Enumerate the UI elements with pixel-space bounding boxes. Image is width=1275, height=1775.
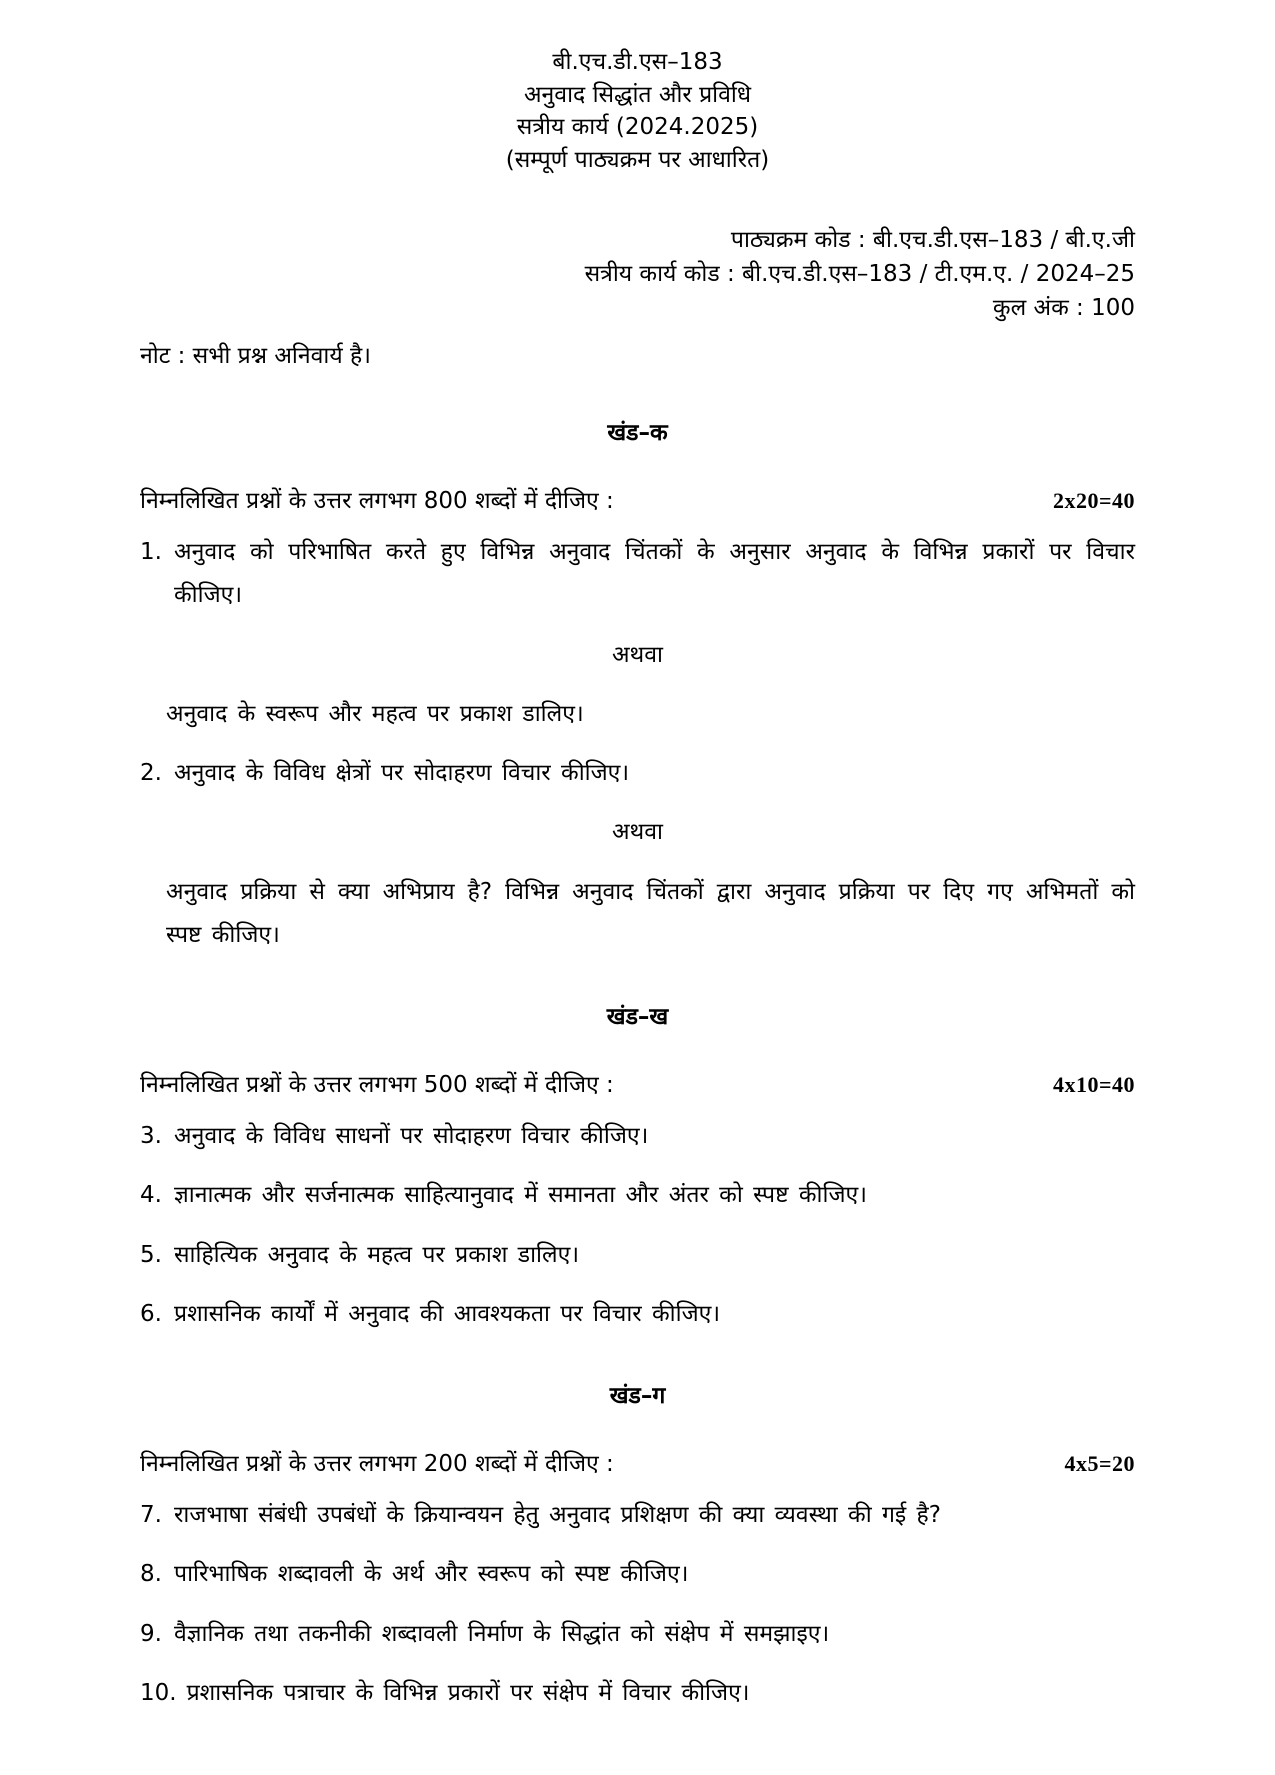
question-item	[140, 1115, 1135, 1158]
question-text: पारिभाषिक शब्दावली के अर्थ और स्वरूप को स्पष्ट कीजिए।	[174, 1561, 689, 1588]
section-marks: 2x20=40	[1052, 488, 1135, 514]
note-line: नोट : सभी प्रश्न अनिवार्य है।	[140, 342, 371, 369]
question-list	[140, 1115, 1135, 1336]
section-instruction: निम्नलिखित प्रश्नों के उत्तर लगभग 500 शब्दों में दीजिए :	[140, 1072, 614, 1099]
instruction-row	[140, 483, 1135, 515]
question-text: राजभाषा संबंधी उपबंधों के क्रियान्वयन हेतु अनुवाद प्रशिक्षण की क्या व्यवस्था की गई है?	[174, 1502, 941, 1529]
question-item	[140, 531, 1135, 617]
assignment-session-title: सत्रीय कार्य (2024.2025)	[516, 114, 759, 141]
section	[140, 999, 1135, 1336]
question-list	[140, 531, 1135, 957]
question-item	[140, 1613, 1135, 1656]
instruction-row	[140, 1446, 1135, 1478]
doc-header	[140, 46, 1135, 177]
coverage-note: (सम्पूर्ण पाठ्यक्रम पर आधारित)	[505, 146, 770, 173]
or-separator: अथवा	[611, 819, 663, 846]
question-item	[140, 1494, 1135, 1537]
instruction-row	[140, 1067, 1135, 1099]
question-item	[140, 752, 1135, 795]
question-number: 3.	[140, 1123, 162, 1150]
question-item	[140, 1293, 1135, 1336]
section	[140, 415, 1135, 957]
question-number: 2.	[140, 760, 162, 787]
question-number: 10.	[140, 1679, 177, 1706]
sections-container	[140, 415, 1135, 1715]
alt-question-text: अनुवाद के स्वरूप और महत्व पर प्रकाश डालिए।	[166, 700, 584, 727]
question-number: 4.	[140, 1182, 162, 1209]
question-number: 6.	[140, 1300, 162, 1327]
question-text: अनुवाद के विविध क्षेत्रों पर सोदाहरण विचार कीजिए।	[174, 760, 630, 787]
section	[140, 1378, 1135, 1715]
question-text: अनुवाद के विविध साधनों पर सोदाहरण विचार कीजिए।	[174, 1123, 649, 1150]
total-marks-line: कुल अंक : 100	[992, 294, 1135, 321]
question-number: 8.	[140, 1561, 162, 1588]
section-marks: 4x10=40	[1052, 1072, 1135, 1098]
question-number: 9.	[140, 1620, 162, 1647]
question-text: साहित्यिक अनुवाद के महत्व पर प्रकाश डालिए।	[174, 1241, 580, 1268]
question-number: 7.	[140, 1502, 162, 1529]
section-marks: 4x5=20	[1064, 1451, 1135, 1477]
question-text: ज्ञानात्मक और सर्जनात्मक साहित्यानुवाद में समानता और अंतर को स्पष्ट कीजिए।	[174, 1182, 867, 1209]
or-separator: अथवा	[611, 641, 663, 668]
question-number: 1.	[140, 539, 162, 566]
course-code-line: पाठ्यक्रम कोड : बी.एच.डी.एस–183 / बी.ए.जी	[730, 226, 1135, 253]
question-text: वैज्ञानिक तथा तकनीकी शब्दावली निर्माण के सिद्धांत को संक्षेप में समझाइए।	[174, 1620, 830, 1647]
section-heading: खंड–क	[607, 420, 668, 447]
course-title: अनुवाद सिद्धांत और प्रविधि	[523, 81, 752, 108]
section-instruction: निम्नलिखित प्रश्नों के उत्तर लगभग 200 शब्दों में दीजिए :	[140, 1451, 614, 1478]
section-heading: खंड–ग	[609, 1383, 666, 1410]
section-heading: खंड–ख	[606, 1004, 669, 1031]
question-list	[140, 1494, 1135, 1715]
course-code-heading: बी.एच.डी.एस–183	[552, 49, 723, 75]
question-text: अनुवाद को परिभाषित करते हुए विभिन्न अनुवाद चिंतकों के अनुसार अनुवाद के विभिन्न प्रकारों पर विचार कीजिए।	[174, 539, 1135, 609]
question-item	[140, 1672, 1135, 1715]
question-text: प्रशासनिक पत्राचार के विभिन्न प्रकारों पर संक्षेप में विचार कीजिए।	[186, 1679, 750, 1706]
question-item	[140, 1553, 1135, 1596]
question-number: 5.	[140, 1241, 162, 1268]
question-text: प्रशासनिक कार्यों में अनुवाद की आवश्यकता पर विचार कीजिए।	[174, 1300, 721, 1327]
section-instruction: निम्नलिखित प्रश्नों के उत्तर लगभग 800 शब्दों में दीजिए :	[140, 488, 614, 515]
meta-block	[140, 223, 1135, 325]
question-item	[140, 1174, 1135, 1217]
assignment-code-line: सत्रीय कार्य कोड : बी.एच.डी.एस–183 / टी.एम.ए. / 2024–25	[584, 260, 1135, 287]
question-item	[140, 1234, 1135, 1277]
alt-question-text: अनुवाद प्रक्रिया से क्या अभिप्राय है? विभिन्न अनुवाद चिंतकों द्वारा अनुवाद प्रक्रिया पर दिए गए अभिमतों को स्पष्ट कीजिए।	[166, 878, 1135, 948]
